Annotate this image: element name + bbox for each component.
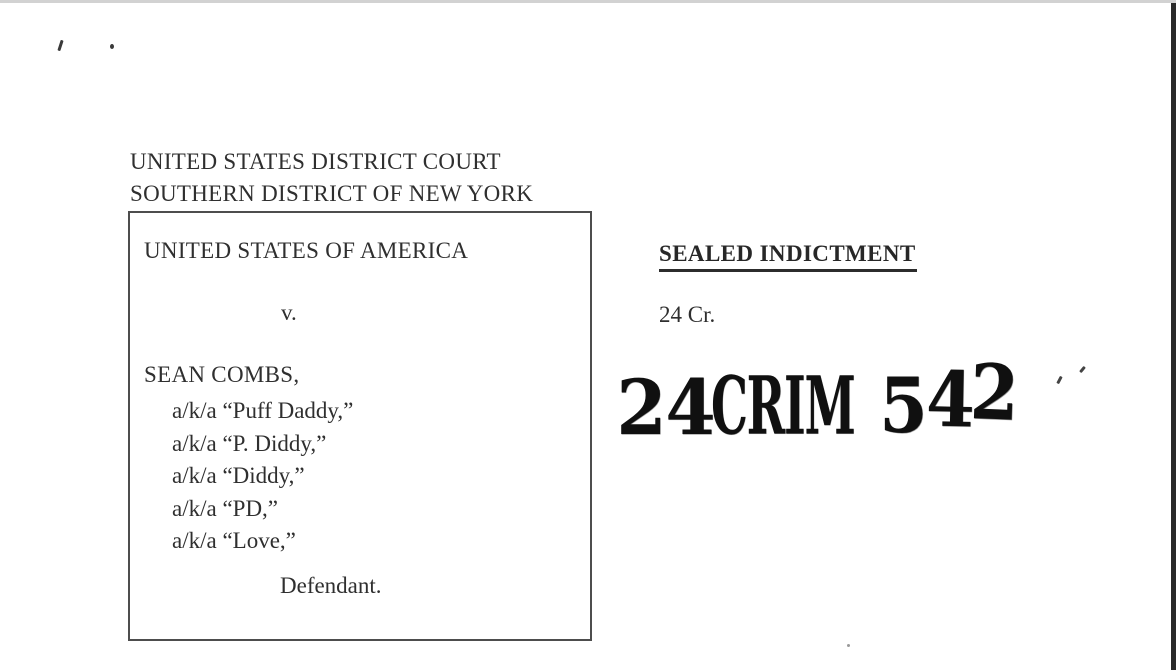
stamp-char: 2 [616, 363, 667, 452]
plaintiff-name: UNITED STATES OF AMERICA [144, 238, 469, 263]
stamp-char: 4 [665, 363, 716, 452]
ink-speck [847, 644, 850, 647]
court-header [130, 146, 533, 210]
scan-edge-top [0, 0, 1176, 3]
document-title-text: SEALED INDICTMENT [659, 241, 917, 272]
versus-label: v. [281, 300, 297, 325]
defendant-name: SEAN COMBS, [144, 362, 300, 387]
court-name: UNITED STATES DISTRICT COURT [130, 149, 501, 174]
ink-speck [57, 40, 63, 51]
alias-item: a/k/a “Puff Daddy,” [172, 398, 354, 423]
document-title [659, 241, 917, 272]
alias-item: a/k/a “PD,” [172, 495, 279, 521]
case-number-prefix: 24 Cr. [659, 302, 716, 327]
stamp-char: 2 [968, 347, 1021, 438]
scan-edge-right [1171, 3, 1176, 670]
defendant-label: Defendant. [280, 573, 382, 598]
alias-item: a/k/a “P. Diddy,” [172, 430, 327, 456]
case-number-stamp [615, 347, 1025, 453]
alias-item: a/k/a “Love,” [172, 528, 296, 553]
stamp-char: 4 [925, 354, 976, 445]
stamp-ink-speck [1079, 366, 1086, 373]
stamp-ink-speck [1056, 376, 1062, 384]
ink-speck [110, 44, 114, 49]
stamp-char: CRIM [711, 358, 855, 453]
case-caption-box [128, 211, 592, 641]
court-district: SOUTHERN DISTRICT OF NEW YORK [130, 181, 534, 206]
stamp-char: 5 [879, 361, 928, 450]
alias-item: a/k/a “Diddy,” [172, 463, 305, 488]
alias-list [172, 395, 353, 558]
